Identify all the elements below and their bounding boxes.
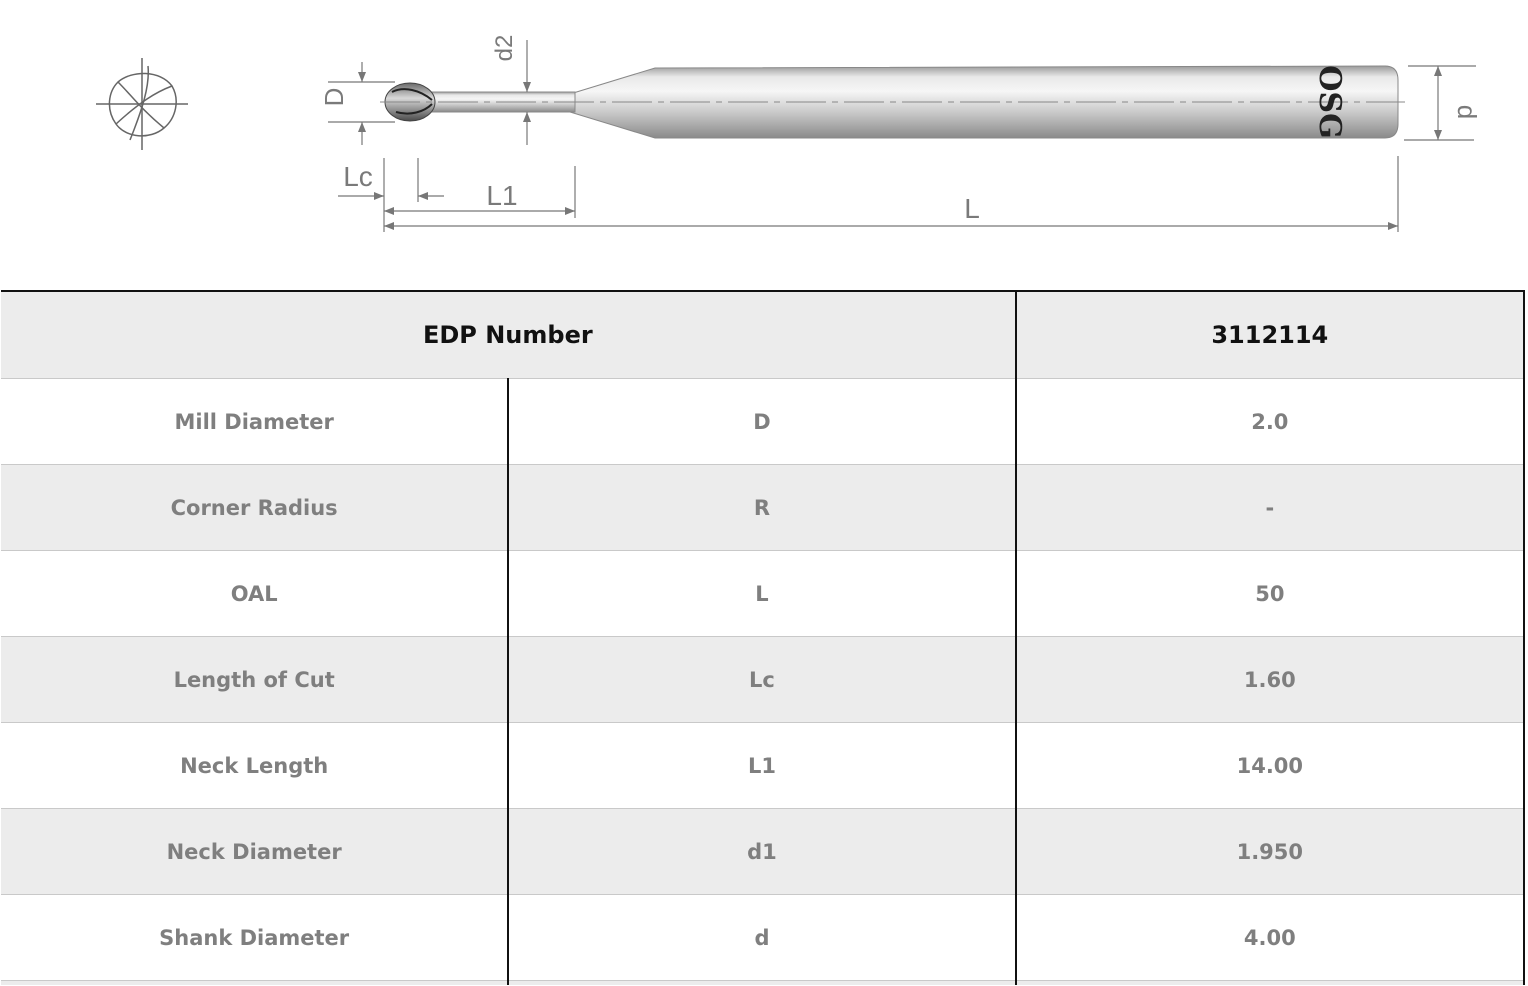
brand-logo: OSG [1312,65,1347,139]
spec-name: Neck Length [1,723,508,809]
spec-value: 50 [1016,551,1524,637]
tool-drawing [0,0,1528,290]
spec-name: Corner Radius [1,465,508,551]
dim-label-L: L [964,193,980,224]
dim-label-Lc: Lc [343,161,373,192]
spec-symbol: d1 [508,809,1015,895]
spec-value: 1.950 [1016,809,1524,895]
table-header-row [1,291,1524,379]
spec-table [1,290,1525,985]
dim-label-L1: L1 [486,180,518,211]
spec-value: 4.00 [1016,895,1524,981]
table-row [1,551,1524,637]
dim-label-D: D [319,87,349,107]
end-view-icon [96,58,188,150]
spec-name: Length of Cut [1,637,508,723]
edp-number-label: EDP Number [1,291,1016,379]
table-row [1,809,1524,895]
spec-symbol: R [508,465,1015,551]
spec-value: 14.00 [1016,723,1524,809]
spec-name: OAL [1,551,508,637]
spec-value: - [1016,465,1524,551]
spec-symbol: d [508,895,1015,981]
end-mill-diagram [0,0,1528,290]
table-row-cutoff [1,981,1524,986]
table-row [1,895,1524,981]
spec-name: Neck Diameter [1,809,508,895]
spec-symbol: L [508,551,1015,637]
table-row [1,723,1524,809]
table-row [1,465,1524,551]
edp-number-value: 3112114 [1016,291,1524,379]
tool-body [380,65,1405,138]
table-row [1,379,1524,465]
spec-symbol: L1 [508,723,1015,809]
dim-label-d: d [1452,104,1482,120]
spec-name: Mill Diameter [1,379,508,465]
spec-value: 1.60 [1016,637,1524,723]
spec-value: 2.0 [1016,379,1524,465]
spec-symbol: Lc [508,637,1015,723]
table-row [1,637,1524,723]
spec-symbol: D [508,379,1015,465]
dim-label-d2: d2 [491,34,518,62]
spec-name: Shank Diameter [1,895,508,981]
